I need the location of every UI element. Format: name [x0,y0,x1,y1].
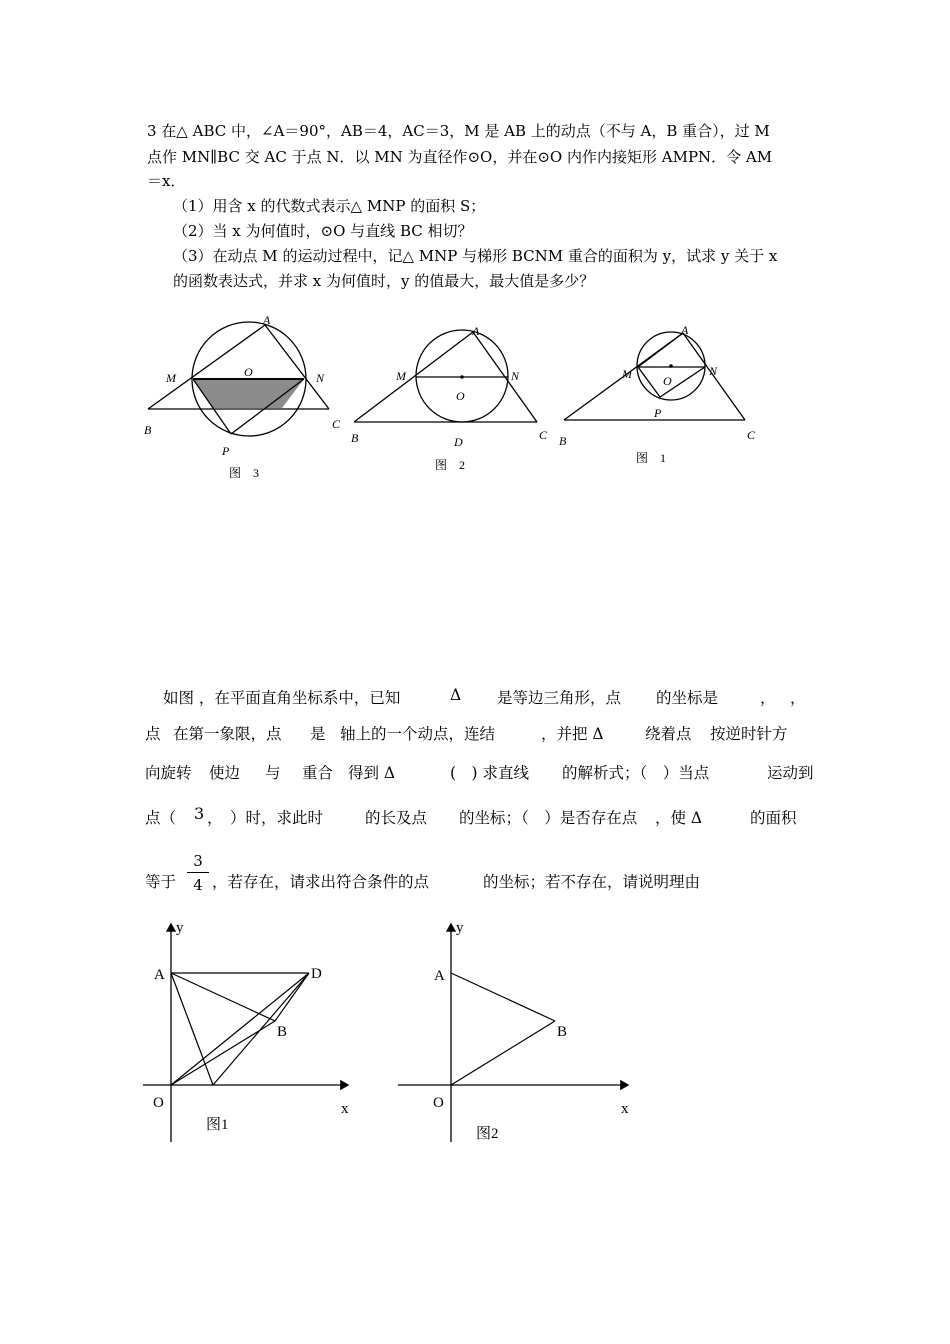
p2-text: ，使 Δ [655,809,703,827]
p2-text: 的面积 [750,809,797,827]
p2-text: 是等边三角形，点 [497,689,622,707]
label-y: y [456,920,464,936]
caption-fig2: 图 2 [435,458,466,472]
label-a: A [154,967,165,983]
label-c: C [332,417,341,431]
label-a: A [681,323,689,337]
figure-1 [559,323,756,465]
label-x: x [621,1101,629,1117]
problem1-question3a: （3）在动点 M 的运动过程中，记△ MNP 与梯形 BCNM 重合的面积为 y，试求 y 关于 x [173,247,778,265]
problem1-question2: （2）当 x 为何值时，⊙O 与直线 BC 相切？ [173,222,473,240]
p2-text: 的坐标是 [656,689,719,707]
label-n: N [511,369,520,383]
p2-text: 是 [310,725,326,743]
p2-text: 重合 [302,764,334,782]
problem1-line2: 点作 MN∥BC 交 AC 于点 N．以 MN 为直径作⊙O，并在⊙O 内作内接矩形 AMPN．令 AM [147,148,773,166]
label-c: C [747,428,756,442]
p2-text: ）时，求此时 [230,809,324,827]
p2-text: 的长及点 [365,809,428,827]
problem1-question1: （1）用含 x 的代数式表示△ MNP 的面积 S； [173,197,486,215]
caption-fig1: 图1 [206,1117,229,1133]
problem1-line3: ＝x． [147,172,186,190]
label-p: P [222,444,230,458]
label-b: B [559,434,567,448]
p2-text: 点 [145,725,161,743]
label-y: y [176,920,184,936]
p2-text: 使边 [209,764,241,782]
segment-ab [451,973,555,1021]
label-d: D [311,966,322,982]
label-b: B [277,1024,288,1040]
p2-number: 3 [194,804,205,823]
label-n: N [316,371,325,385]
p2-text: ，并把 Δ [541,725,604,743]
p2-text: 在第一象限，点 [173,725,282,743]
fraction-numerator: 3 [193,852,203,870]
p2-text: 的解析式；（ ）当点 [562,764,710,782]
coordinate-figure-1 [143,920,349,1142]
segment-ob [451,1021,555,1085]
label-b: B [557,1024,568,1040]
label-a: A [472,324,480,338]
label-d: D [454,435,463,449]
p2-text: 绕着点 [645,725,692,743]
problem1-question3b: 的函数表达式，并求 x 为何值时，y 的值最大，最大值是多少？ [173,272,595,290]
fraction-bar [187,872,209,873]
fraction-denominator: 4 [193,876,203,894]
label-x: x [341,1101,349,1117]
p2-text: 向旋转 [145,764,192,782]
label-o: O [244,365,253,379]
label-b: B [351,431,359,445]
label-c: C [539,428,548,442]
label-m: M [622,367,632,381]
label-n: N [709,364,718,378]
label-a: A [263,313,271,327]
p2-text: 的坐标；（ ）是否存在点 [459,809,638,827]
label-o: O [433,1095,444,1111]
p2-text: ， [790,689,806,707]
p2-text: 如图 ，在平面直角坐标系中，已知 [163,689,401,707]
p2-text: 点（ [145,809,177,827]
label-m: M [396,369,406,383]
segment-am [638,333,683,367]
geometry-figures-top [0,300,950,500]
label-a: A [434,968,445,984]
p2-text: ， [207,809,223,827]
p2-text: ( ) 求直线 [450,764,530,782]
p2-text: 的坐标；若不存在，请说明理由 [483,873,701,891]
caption-fig3: 图 3 [229,466,260,480]
coordinate-figure-2 [398,920,629,1142]
p2-text: Δ [450,686,462,704]
label-b: B [144,423,152,437]
coordinate-figures-bottom [0,910,950,1160]
label-o: O [663,374,672,388]
label-m: M [166,371,176,385]
p2-text: ，若存在，请求出符合条件的点 [212,873,430,891]
p2-text: 得到 Δ [348,764,396,782]
segment-pd [213,973,309,1085]
center-point [669,364,673,368]
p2-text: 运动到 [767,764,814,782]
p2-text: 等于 [145,873,177,891]
figure-3 [144,313,341,480]
p2-text: 轴上的一个动点，连结 [340,725,496,743]
caption-fig2: 图2 [476,1126,499,1142]
problem1-line1: 3 在△ ABC 中，∠A＝90°，AB＝4，AC＝3，M 是 AB 上的动点（不与 A，B 重合），过 M [147,122,770,140]
figure-2 [351,324,548,472]
p2-text: 与 [265,764,281,782]
center-point [460,375,464,379]
p2-text: ， [760,689,776,707]
label-p: P [654,406,662,420]
p2-text: 按逆时针方 [710,725,788,743]
label-o: O [456,389,465,403]
label-o: O [153,1095,164,1111]
caption-fig1: 图 1 [636,451,667,465]
